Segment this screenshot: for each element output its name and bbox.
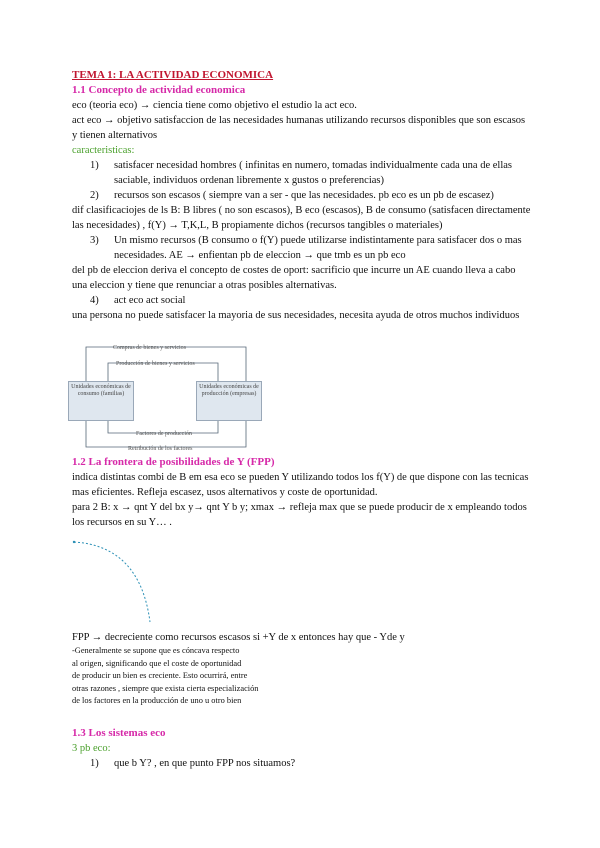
section-3-subheading: 3 pb eco:	[72, 742, 111, 754]
ppf-sketch	[70, 536, 190, 626]
paragraph: dif clasificaciojes de ls B: B libres ( no son escasos), B eco (escasos), B de consumo (satisfacen directamente las necesidades) , f(Y) → T,K,L, B propiamente dichos (recursos tangibles o materiales)	[72, 205, 531, 231]
paragraph: para 2 B: x → qnt Y del bx y→ qnt Y b y; xmax → refleja max que se puede producir de x empleando todos los recursos en su Y… .	[72, 502, 527, 528]
list-number: 3)	[90, 235, 99, 246]
note-line: de los factores en la producción de uno u otro bien	[72, 696, 242, 705]
top-flow-label: Compras de bienes y servicios	[113, 345, 186, 351]
note-line: otras razones , siempre que exista cierta especialización	[72, 683, 259, 693]
paragraph: act eco → objetivo satisfaccion de las necesidades humanas utilizando recursos disponibles que son escasos y tienen alternativos	[72, 115, 526, 141]
note-line: al origen, significando que el coste de oportunidad	[72, 658, 242, 668]
list-text: satisfacer necesidad hombres ( infinitas en numero, tomadas individualmente cada una de ellas saciable, individuos ordenan libremente x gustos o preferencias)	[114, 160, 512, 186]
households-box: Unidades económicas de consumo (familias)	[68, 381, 134, 421]
bottom-flow-label: Retribución de los factores	[128, 446, 193, 452]
ppf-curve	[74, 542, 150, 622]
list-number: 2)	[90, 190, 99, 201]
list-number: 1)	[90, 757, 99, 769]
note-line: de producir un bien es creciente. Esto ocurrirá, entre	[72, 671, 248, 680]
list-text: recursos son escasos ( siempre van a ser - que las necesidades. pb eco es un pb de escasez)	[114, 190, 494, 201]
circular-flow-diagram	[68, 341, 268, 451]
paragraph: del pb de eleccion deriva el concepto de costes de oport: sacrificio que incurre un AE cuando lleva a cabo una eleccion y tiene que renunciar a otras posibles alternativas.	[72, 265, 516, 291]
factors-flow-label: Factores de producción	[136, 431, 192, 437]
list-text: que b Y? , en que punto FPP nos situamos?	[114, 757, 296, 769]
list-text: Un mismo recursos (B consumo o f(Y) puede utilizarse indistintamente para satisfacer dos o mas necesidades. AE → enfientan pb de eleccion → que tmb es un pb eco	[114, 235, 522, 261]
list-number: 4)	[90, 295, 99, 306]
section-1-heading: 1.1 Concepto de actividad economica	[72, 84, 246, 96]
list-item	[72, 756, 532, 771]
list-item	[72, 233, 532, 263]
paragraph: FPP → decreciente como recursos escasos si +Y de x entonces hay que - Yde y	[72, 632, 405, 643]
ppf-curve-graphic	[70, 536, 190, 626]
list-item	[72, 188, 532, 203]
list-number: 1)	[90, 160, 99, 171]
mid-flow-label: Producción de bienes y servicios	[116, 361, 195, 367]
paragraph: eco (teoria eco) → ciencia tiene como objetivo el estudio la act eco.	[72, 100, 357, 111]
ppf-curve-start	[73, 541, 75, 543]
paragraph: una persona no puede satisfacer la mayoria de sus necesidades, necesita ayuda de otros muchos individuos	[72, 310, 520, 321]
section-2-heading: 1.2 La frontera de posibilidades de Y (FPP)	[72, 456, 275, 468]
note-line: -Generalmente se supone que es cóncava respecto	[72, 646, 240, 655]
paragraph: indica distintas combi de B em esa eco se pueden Y utilizando todos los f(Y) de que dispone con las tecnicas mas eficientes. Refleja escasez, usos alternativos y coste de oportunidad.	[72, 472, 529, 498]
list-text: act eco act social	[114, 295, 186, 306]
list-item	[72, 293, 532, 308]
page-title: TEMA 1: LA ACTIVIDAD ECONOMICA	[72, 69, 274, 81]
firms-box: Unidades económicas de producción (empresas)	[196, 381, 262, 421]
document-body	[72, 68, 532, 771]
list-item	[72, 158, 532, 188]
characteristics-label: caracteristicas:	[72, 145, 135, 156]
section-3-heading: 1.3 Los sistemas eco	[72, 726, 166, 739]
